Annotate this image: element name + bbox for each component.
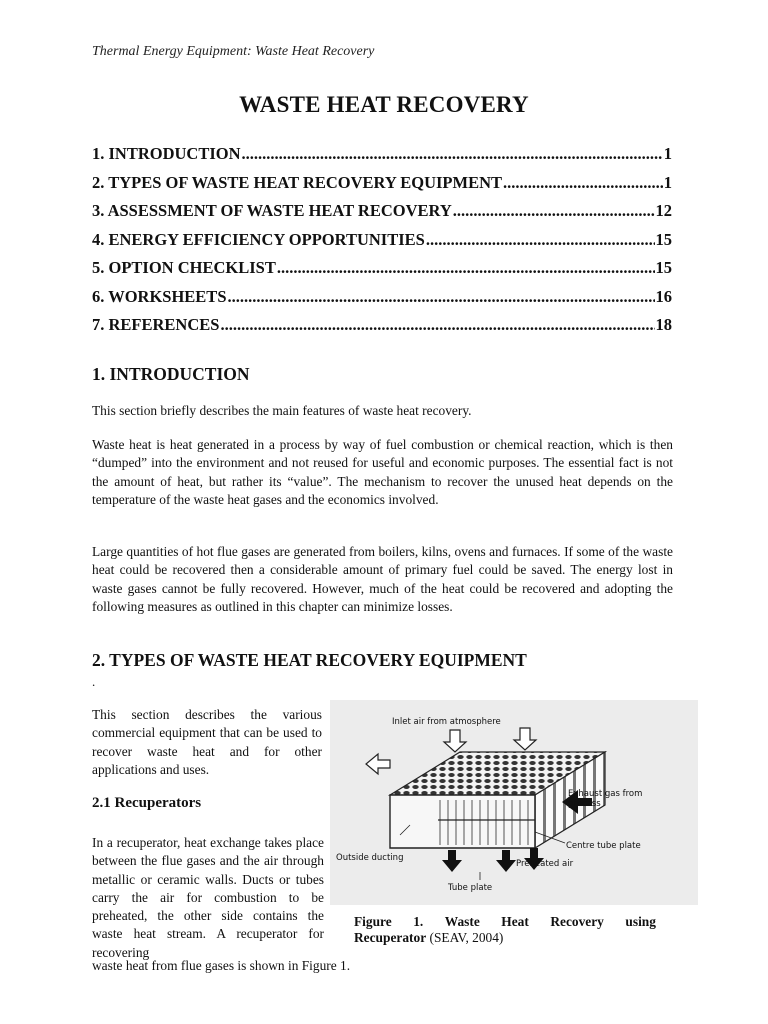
toc-label: 5. OPTION CHECKLIST: [92, 258, 276, 277]
toc-page-number: 1: [663, 144, 672, 163]
recuperator-paragraph: In a recuperator, heat exchange takes place between the flue gases and the air through metallic or ceramic walls. Ducts or tubes carry the air for combustion to be preheated, the other side contains the waste heat stream. A recuperator for recovering: [92, 835, 324, 960]
caption-word: Heat: [501, 914, 529, 929]
label-centre-tube-plate: Centre tube plate: [566, 841, 641, 851]
toc-entry[interactable]: [92, 230, 672, 259]
toc-leader-dots: [277, 258, 655, 278]
document-title: WASTE HEAT RECOVERY: [239, 92, 529, 117]
toc-label: 6. WORKSHEETS: [92, 286, 227, 306]
toc-label: 2. TYPES OF WASTE HEAT RECOVERY EQUIPMENT: [92, 172, 503, 192]
toc-entry[interactable]: [92, 201, 672, 230]
running-header: Thermal Energy Equipment: Waste Heat Recovery: [92, 44, 375, 59]
toc-page-number: 12: [655, 201, 672, 220]
toc-leader-dots: [242, 144, 663, 164]
toc-page-number: 15: [655, 229, 672, 249]
toc-leader-dots: [228, 287, 655, 307]
section-2-intro: This section describes the various commercial equipment that can be used to recover waste heat and for other applications and uses.: [92, 707, 322, 777]
label-exhaust-2: process: [568, 799, 601, 809]
toc-leader-dots: [503, 173, 663, 193]
caption-bold: Recuperator: [354, 930, 427, 945]
label-inlet-air: Inlet air from atmosphere: [392, 717, 501, 727]
caption-word: Waste: [444, 914, 480, 929]
caption-word: using: [625, 914, 656, 929]
toc-entry[interactable]: [92, 173, 672, 202]
intro-paragraph-2: Waste heat is heat generated in a process by way of fuel combustion or chemical reaction, which is then “dumped” into the environment and not reused for useful and economic purposes. The essential fact is not the amount of heat, but rather its “value”. The mechanism to recover the unused heat depends on the temperature of the waste heat gases and the economics involved.: [92, 437, 673, 507]
toc-leader-dots: [426, 230, 655, 250]
stray-dot: .: [92, 674, 96, 689]
caption-word: Recovery: [550, 914, 604, 929]
toc-entry[interactable]: [92, 144, 672, 173]
label-outside-ducting: Outside ducting: [336, 853, 404, 863]
toc-label: 7. REFERENCES: [92, 315, 220, 334]
section-1-heading: 1. INTRODUCTION: [92, 364, 250, 384]
toc-page-number: 15: [655, 258, 672, 277]
caption-source: (SEAV, 2004): [426, 930, 504, 945]
recuperators-heading: 2.1 Recuperators: [92, 795, 202, 811]
caption-word: 1.: [413, 914, 424, 929]
table-of-contents: [92, 144, 672, 344]
toc-entry[interactable]: [92, 258, 672, 287]
toc-leader-dots: [220, 315, 654, 335]
toc-entry[interactable]: [92, 287, 672, 316]
toc-label: 1. INTRODUCTION: [92, 144, 241, 163]
figure-caption: [354, 914, 656, 946]
toc-label: 4. ENERGY EFFICIENCY OPPORTUNITIES: [92, 229, 425, 249]
label-preheated-air: Preheated air: [516, 859, 574, 869]
toc-page-number: 1: [663, 172, 672, 192]
label-tube-plate: Tube plate: [448, 883, 493, 893]
recuperator-paragraph-last-line: waste heat from flue gases is shown in Figure 1.: [92, 958, 351, 973]
toc-leader-dots: [453, 201, 655, 221]
toc-page-number: 18: [655, 315, 672, 334]
section-2-heading: 2. TYPES OF WASTE HEAT RECOVERY EQUIPMENT: [92, 650, 527, 670]
recuperator-figure: [330, 700, 698, 905]
toc-page-number: 16: [655, 286, 672, 306]
toc-label: 3. ASSESSMENT OF WASTE HEAT RECOVERY: [92, 201, 452, 220]
toc-entry[interactable]: [92, 315, 672, 344]
intro-paragraph-1: This section briefly describes the main features of waste heat recovery.: [92, 403, 472, 418]
intro-paragraph-3: Large quantities of hot flue gases are generated from boilers, kilns, ovens and furnaces. If some of the waste heat could be recovered then a considerable amount of primary fuel could be saved. The energy lost in waste gases cannot be fully recovered. However, much of the heat could be recovered and adopting the following measures as outlined in this chapter can minimize losses.: [92, 544, 673, 614]
caption-word: Figure: [354, 914, 392, 929]
label-exhaust-1: Exhaust gas from: [568, 789, 643, 799]
